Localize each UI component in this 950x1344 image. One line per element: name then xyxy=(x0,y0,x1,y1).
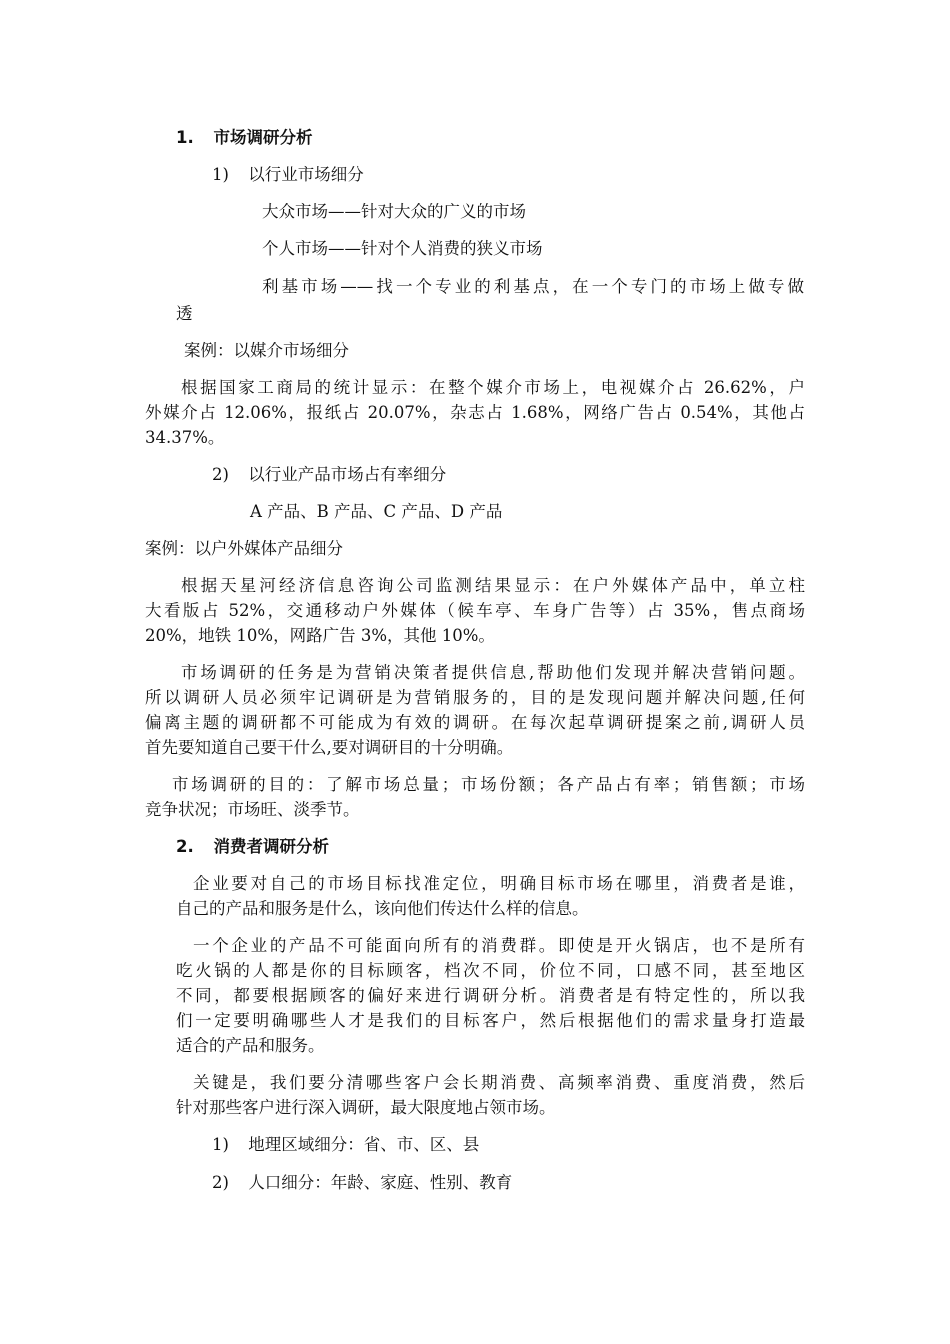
subsection-title: 以行业市场细分 xyxy=(248,165,364,184)
market-item-mass: 大众市场——针对大众的广义的市场 xyxy=(262,202,526,221)
consumer-p2-line5: 适合的产品和服务。 xyxy=(176,1036,325,1055)
section-1-heading xyxy=(176,127,313,149)
subsection-number: 1) xyxy=(212,1135,229,1154)
consumer-p3-line2: 针对那些客户进行深入调研，最大限度地占领市场。 xyxy=(176,1098,556,1117)
research-task-line1: 市场调研的任务是为营销决策者提供信息,帮助他们发现并解决营销问题。 xyxy=(181,663,805,682)
subsection-title: 地理区域细分：省、市、区、县 xyxy=(248,1135,480,1154)
subsection-title: 以行业产品市场占有率细分 xyxy=(248,465,447,484)
case-1-title: 案例：以媒介市场细分 xyxy=(184,341,349,360)
section-2-number: 2. xyxy=(176,837,194,856)
case-1-text-line2: 外媒介占 12.06%，报纸占 20.07%，杂志占 1.68%，网络广告占 0.54%，其他占 xyxy=(145,403,805,422)
subsection-title: 人口细分：年龄、家庭、性别、教育 xyxy=(248,1173,513,1192)
case-1-text-line1: 根据国家工商局的统计显示：在整个媒介市场上，电视媒介占 26.62%，户 xyxy=(181,378,805,397)
case-2-text-line1: 根据天星河经济信息咨询公司监测结果显示：在户外媒体产品中，单立柱 xyxy=(181,576,805,595)
section-2-heading xyxy=(176,836,329,858)
research-goal-line1: 市场调研的目的：了解市场总量；市场份额；各产品占有率；销售额；市场 xyxy=(172,775,805,794)
subsection-2-1 xyxy=(212,1134,479,1156)
market-item-niche-line2: 透 xyxy=(176,304,193,323)
case-2-text-line3: 20%，地铁 10%，网路广告 3%，其他 10%。 xyxy=(145,626,495,645)
consumer-p3-line1: 关键是，我们要分清哪些客户会长期消费、高频率消费、重度消费，然后 xyxy=(193,1073,805,1092)
case-2-title: 案例：以户外媒体产品细分 xyxy=(145,539,343,558)
consumer-p1-line1: 企业要对自己的市场目标找准定位，明确目标市场在哪里，消费者是谁， xyxy=(193,874,805,893)
consumer-p2-line2: 吃火锅的人都是你的目标顾客，档次不同，价位不同，口感不同，甚至地区 xyxy=(176,961,805,980)
consumer-p2-line1: 一个企业的产品不可能面向所有的消费群。即使是开火锅店，也不是所有 xyxy=(193,936,805,955)
market-item-personal: 个人市场——针对个人消费的狭义市场 xyxy=(262,239,543,258)
consumer-p1-line2: 自己的产品和服务是什么，该向他们传达什么样的信息。 xyxy=(176,899,589,918)
market-item-niche-line1: 利基市场——找一个专业的利基点，在一个专门的市场上做专做 xyxy=(262,277,804,296)
consumer-p2-line3: 不同，都要根据顾客的偏好来进行调研分析。消费者是有特定性的，所以我 xyxy=(176,986,805,1005)
section-1-number: 1. xyxy=(176,128,194,147)
subsection-1-1 xyxy=(212,164,364,186)
section-1-title: 市场调研分析 xyxy=(213,128,313,147)
case-1-text-line3: 34.37%。 xyxy=(145,428,225,447)
case-2-text-line2: 大看版占 52%，交通移动户外媒体（候车亭、车身广告等）占 35%，售点商场 xyxy=(145,601,805,620)
subsection-1-2 xyxy=(212,464,446,486)
subsection-number: 1) xyxy=(212,165,229,184)
section-2-title: 消费者调研分析 xyxy=(213,837,329,856)
research-task-line3: 偏离主题的调研都不可能成为有效的调研。在每次起草调研提案之前,调研人员 xyxy=(145,713,805,732)
subsection-number: 2) xyxy=(212,1173,229,1192)
subsection-2-2 xyxy=(212,1172,512,1194)
research-goal-line2: 竞争状况；市场旺、淡季节。 xyxy=(145,800,360,819)
consumer-p2-line4: 们一定要明确哪些人才是我们的目标客户，然后根据他们的需求量身打造最 xyxy=(176,1011,805,1030)
subsection-number: 2) xyxy=(212,465,229,484)
product-list: A 产品、B 产品、C 产品、D 产品 xyxy=(250,502,503,521)
research-task-line2: 所以调研人员必须牢记调研是为营销服务的，目的是发现问题并解决问题,任何 xyxy=(145,688,805,707)
research-task-line4: 首先要知道自己要干什么,要对调研目的十分明确。 xyxy=(145,738,514,757)
